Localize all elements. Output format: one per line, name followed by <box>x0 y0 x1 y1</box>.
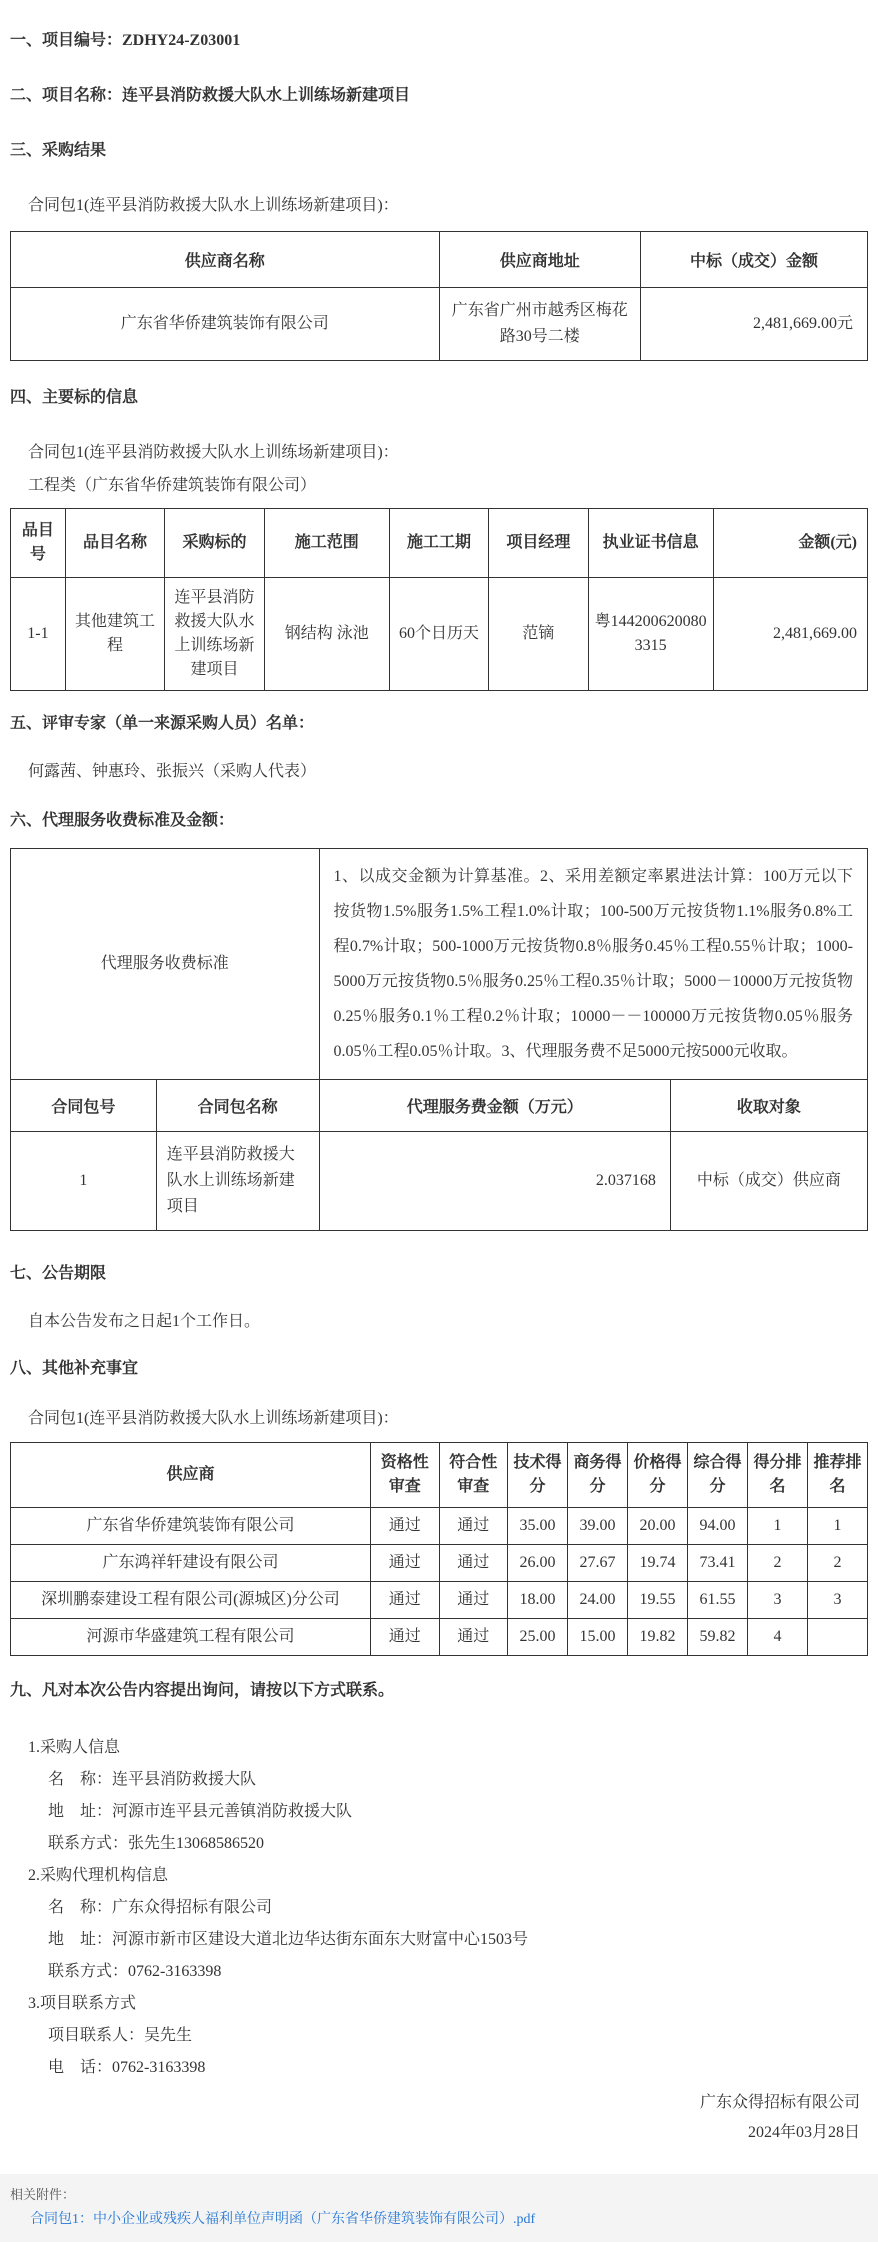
eval-header-price: 价格得分 <box>628 1443 688 1508</box>
eval-cell: 通过 <box>439 1508 508 1545</box>
result-header-award-amount: 中标（成交）金额 <box>640 232 867 288</box>
notice-period-text: 自本公告发布之日起1个工作日。 <box>28 1313 261 1330</box>
fee-standard-row <box>11 849 868 1080</box>
duration-cell: 60个日历天 <box>389 578 488 691</box>
eval-supplier-cell: 广东鸿祥轩建设有限公司 <box>11 1545 371 1582</box>
item-no-cell: 1-1 <box>11 578 66 691</box>
eval-cell: 27.67 <box>568 1545 628 1582</box>
fee-header-package-name: 合同包名称 <box>156 1080 319 1132</box>
eval-cell: 1 <box>807 1508 867 1545</box>
eval-cell: 26.00 <box>508 1545 568 1582</box>
signature-date: 2024年03月28日 <box>747 2124 860 2141</box>
fee-standard-label: 代理服务收费标准 <box>11 849 320 1080</box>
subject-header-certificate: 执业证书信息 <box>588 509 713 578</box>
eval-cell: 18.00 <box>508 1582 568 1619</box>
eval-cell: 19.74 <box>628 1545 688 1582</box>
manager-cell: 范镝 <box>489 578 588 691</box>
agency-contact-line: 联系方式：0762-3163398 <box>48 1963 222 1980</box>
eval-cell: 通过 <box>370 1582 439 1619</box>
agency-name-line: 名 称：广东众得招标有限公司 <box>48 1899 273 1916</box>
eval-cell: 通过 <box>370 1545 439 1582</box>
eval-cell: 39.00 <box>568 1508 628 1545</box>
eval-cell: 59.82 <box>688 1619 748 1656</box>
table-row <box>11 1619 868 1656</box>
subject-header-amount: 金额(元) <box>713 509 867 578</box>
expert-names: 何露茜、钟惠玲、张振兴（采购人代表） <box>28 763 317 780</box>
signature-block <box>10 2088 868 2148</box>
table-row <box>11 1132 868 1231</box>
eval-header-total: 综合得分 <box>688 1443 748 1508</box>
project-contact-person-line: 项目联系人：吴先生 <box>48 2027 193 2044</box>
certificate-cell: 粤1442006200803315 <box>588 578 713 691</box>
eval-cell: 3 <box>807 1582 867 1619</box>
eval-header-qualification: 资格性审查 <box>370 1443 439 1508</box>
signature-company: 广东众得招标有限公司 <box>699 2094 860 2111</box>
table-header-row <box>11 1080 868 1132</box>
eval-cell: 24.00 <box>568 1582 628 1619</box>
supplier-name-cell: 广东省华侨建筑装饰有限公司 <box>11 288 440 361</box>
section-6-heading: 六、代理服务收费标准及金额： <box>10 812 235 829</box>
fee-header-payer: 收取对象 <box>670 1080 867 1132</box>
result-header-supplier-address: 供应商地址 <box>439 232 640 288</box>
section-4-heading: 四、主要标的信息 <box>10 389 139 406</box>
eval-cell: 19.55 <box>628 1582 688 1619</box>
contact-info-block <box>10 1732 868 2084</box>
fee-amount-cell: 2.037168 <box>319 1132 670 1231</box>
subject-info-table <box>10 508 868 691</box>
award-amount-cell: 2,481,669.00元 <box>640 288 867 361</box>
table-row <box>11 1582 868 1619</box>
section-3-heading: 三、采购结果 <box>10 142 107 159</box>
table-row <box>11 1508 868 1545</box>
eval-header-recommend-rank: 推荐排名 <box>807 1443 867 1508</box>
eval-cell <box>807 1619 867 1656</box>
result-header-supplier-name: 供应商名称 <box>11 232 440 288</box>
section-5-heading: 五、评审专家（单一来源采购人员）名单： <box>10 715 315 732</box>
table-header-row <box>11 1443 868 1508</box>
fee-payer-cell: 中标（成交）供应商 <box>670 1132 867 1231</box>
eval-header-score-rank: 得分排名 <box>747 1443 807 1508</box>
supplier-address-cell: 广东省广州市越秀区梅花路30号二楼 <box>439 288 640 361</box>
table-header-row <box>11 232 868 288</box>
eval-cell: 2 <box>747 1545 807 1582</box>
section-9-heading: 九、凡对本次公告内容提出询问，请按以下方式联系。 <box>10 1682 395 1699</box>
agency-address-line: 地 址：河源市新市区建设大道北边华达街东面东大财富中心1503号 <box>48 1931 529 1948</box>
eval-header-business: 商务得分 <box>568 1443 628 1508</box>
scope-cell: 钢结构 泳池 <box>264 578 389 691</box>
subject-header-item-no: 品目号 <box>11 509 66 578</box>
table-row <box>11 288 868 361</box>
eval-cell: 通过 <box>439 1545 508 1582</box>
amount-cell: 2,481,669.00 <box>713 578 867 691</box>
subject-header-manager: 项目经理 <box>489 509 588 578</box>
agency-fee-table <box>10 848 868 1231</box>
buyer-contact-line: 联系方式：张先生13068586520 <box>48 1835 265 1852</box>
attachment-pdf-link[interactable]: 合同包1：中小企业或残疾人福利单位声明函（广东省华侨建筑装饰有限公司）.pdf <box>30 2212 536 2227</box>
eval-cell: 61.55 <box>688 1582 748 1619</box>
eval-cell: 19.82 <box>628 1619 688 1656</box>
target-cell: 连平县消防救援大队水上训练场新建项目 <box>165 578 264 691</box>
eval-cell: 94.00 <box>688 1508 748 1545</box>
section-7-heading: 七、公告期限 <box>10 1265 107 1282</box>
package-line-eval: 合同包1(连平县消防救援大队水上训练场新建项目)： <box>28 1410 399 1427</box>
subject-header-target: 采购标的 <box>165 509 264 578</box>
agency-info-title: 2.采购代理机构信息 <box>28 1867 169 1884</box>
eval-cell: 3 <box>747 1582 807 1619</box>
eval-cell: 20.00 <box>628 1508 688 1545</box>
eval-cell: 1 <box>747 1508 807 1545</box>
attachments-label: 相关附件： <box>10 2187 76 2202</box>
buyer-name-line: 名 称：连平县消防救援大队 <box>48 1771 257 1788</box>
eval-cell: 4 <box>747 1619 807 1656</box>
package-line-subject: 合同包1(连平县消防救援大队水上训练场新建项目)： <box>28 444 399 461</box>
eval-cell: 通过 <box>370 1508 439 1545</box>
fee-package-name-cell: 连平县消防救援大队水上训练场新建项目 <box>156 1132 319 1231</box>
eval-supplier-cell: 广东省华侨建筑装饰有限公司 <box>11 1508 371 1545</box>
eval-cell: 73.41 <box>688 1545 748 1582</box>
attachments-footer <box>0 2174 878 2242</box>
fee-header-fee-amount: 代理服务费金额（万元） <box>319 1080 670 1132</box>
eval-cell: 15.00 <box>568 1619 628 1656</box>
subject-header-duration: 施工工期 <box>389 509 488 578</box>
eval-cell: 通过 <box>439 1582 508 1619</box>
table-header-row <box>11 509 868 578</box>
eval-header-supplier: 供应商 <box>11 1443 371 1508</box>
buyer-address-line: 地 址：河源市连平县元善镇消防救援大队 <box>48 1803 353 1820</box>
package-line-result: 合同包1(连平县消防救援大队水上训练场新建项目)： <box>28 197 399 214</box>
fee-package-no-cell: 1 <box>11 1132 157 1231</box>
fee-standard-text: 1、以成交金额为计算基准。2、采用差额定率累进法计算：100万元以下按货物1.5%服务1.5%工程1.0%计取；100-500万元按货物1.1%服务0.8%工程0.7%计取；500-1000万元按货物0.8％服务0.45％工程0.55％计取；1000-5000万元按货物0.5％服务0.25％工程0.35％计取；5000－10000万元按货物0.25％服务0.1％工程0.2％计取；10000－－100000万元按货物0.05％服务0.05％工程0.05％计取。3、代理服务费不足5000元按5000元收取。 <box>319 849 867 1080</box>
evaluation-score-table <box>10 1442 868 1656</box>
section-1-heading: 一、项目编号：ZDHY24-Z03001 <box>10 32 241 49</box>
table-row <box>11 1545 868 1582</box>
eval-cell: 25.00 <box>508 1619 568 1656</box>
item-name-cell: 其他建筑工程 <box>65 578 164 691</box>
project-phone-line: 电 话：0762-3163398 <box>48 2059 206 2076</box>
section-8-heading: 八、其他补充事宜 <box>10 1360 139 1377</box>
eval-supplier-cell: 河源市华盛建筑工程有限公司 <box>11 1619 371 1656</box>
eval-cell: 通过 <box>439 1619 508 1656</box>
category-line: 工程类（广东省华侨建筑装饰有限公司） <box>28 477 317 494</box>
eval-cell: 通过 <box>370 1619 439 1656</box>
eval-header-technical: 技术得分 <box>508 1443 568 1508</box>
procurement-result-table <box>10 231 868 361</box>
eval-supplier-cell: 深圳鹏泰建设工程有限公司(源城区)分公司 <box>11 1582 371 1619</box>
subject-header-scope: 施工范围 <box>264 509 389 578</box>
eval-header-conformity: 符合性审查 <box>439 1443 508 1508</box>
section-2-heading: 二、项目名称：连平县消防救援大队水上训练场新建项目 <box>10 87 411 104</box>
project-contact-title: 3.项目联系方式 <box>28 1995 137 2012</box>
table-row <box>11 578 868 691</box>
eval-cell: 2 <box>807 1545 867 1582</box>
buyer-info-title: 1.采购人信息 <box>28 1739 121 1756</box>
eval-cell: 35.00 <box>508 1508 568 1545</box>
fee-header-package-no: 合同包号 <box>11 1080 157 1132</box>
subject-header-item-name: 品目名称 <box>65 509 164 578</box>
